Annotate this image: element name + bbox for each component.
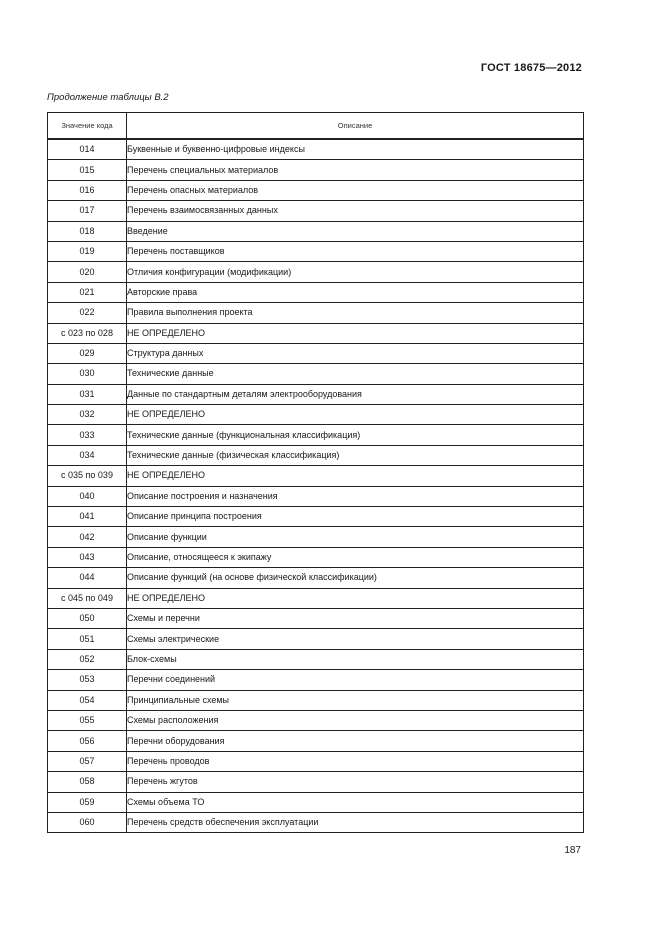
table-row xyxy=(48,608,584,628)
table-row xyxy=(48,160,584,180)
cell-code: 014 xyxy=(48,139,127,160)
table-row xyxy=(48,690,584,710)
table-row xyxy=(48,547,584,567)
cell-code: 017 xyxy=(48,201,127,221)
cell-code: 033 xyxy=(48,425,127,445)
cell-description: Схемы расположения xyxy=(127,710,584,730)
table-row xyxy=(48,568,584,588)
table-row xyxy=(48,710,584,730)
cell-description: Схемы объема ТО xyxy=(127,792,584,812)
table-row xyxy=(48,792,584,812)
cell-code: 055 xyxy=(48,710,127,730)
cell-code: 057 xyxy=(48,751,127,771)
cell-code: 051 xyxy=(48,629,127,649)
cell-code: 018 xyxy=(48,221,127,241)
cell-code: 044 xyxy=(48,568,127,588)
cell-description: Схемы электрические xyxy=(127,629,584,649)
cell-description: НЕ ОПРЕДЕЛЕНО xyxy=(127,323,584,343)
table-row xyxy=(48,384,584,404)
table-row xyxy=(48,527,584,547)
table-row xyxy=(48,445,584,465)
table-row xyxy=(48,282,584,302)
cell-code: 043 xyxy=(48,547,127,567)
table-row xyxy=(48,466,584,486)
table-row xyxy=(48,364,584,384)
cell-description: Отличия конфигурации (модификации) xyxy=(127,262,584,282)
cell-code: 031 xyxy=(48,384,127,404)
table-row xyxy=(48,221,584,241)
cell-code: 021 xyxy=(48,282,127,302)
table-row xyxy=(48,629,584,649)
table-caption: Продолжение таблицы В.2 xyxy=(47,92,169,103)
cell-description: Описание, относящееся к экипажу xyxy=(127,547,584,567)
cell-code: 056 xyxy=(48,731,127,751)
column-header-code: Значение кода xyxy=(48,113,127,140)
cell-description: Перечень взаимосвязанных данных xyxy=(127,201,584,221)
cell-code: 053 xyxy=(48,670,127,690)
table-row xyxy=(48,588,584,608)
cell-description: Авторские права xyxy=(127,282,584,302)
cell-code: 050 xyxy=(48,608,127,628)
cell-code: 059 xyxy=(48,792,127,812)
cell-description: Описание построения и назначения xyxy=(127,486,584,506)
cell-description: Перечень специальных материалов xyxy=(127,160,584,180)
cell-description: Принципиальные схемы xyxy=(127,690,584,710)
cell-description: НЕ ОПРЕДЕЛЕНО xyxy=(127,588,584,608)
table-row xyxy=(48,731,584,751)
page-number: 187 xyxy=(564,845,581,856)
cell-code: 041 xyxy=(48,507,127,527)
table-row xyxy=(48,139,584,160)
cell-code: 042 xyxy=(48,527,127,547)
cell-code: 019 xyxy=(48,241,127,261)
table-row xyxy=(48,812,584,832)
cell-code: 015 xyxy=(48,160,127,180)
cell-description: Описание функций (на основе физической классификации) xyxy=(127,568,584,588)
cell-description: Перечень средств обеспечения эксплуатации xyxy=(127,812,584,832)
cell-code: 058 xyxy=(48,772,127,792)
cell-code: 020 xyxy=(48,262,127,282)
table-body xyxy=(48,139,584,833)
cell-code: с 035 по 039 xyxy=(48,466,127,486)
cell-code: 052 xyxy=(48,649,127,669)
cell-description: Буквенные и буквенно-цифровые индексы xyxy=(127,139,584,160)
cell-code: 016 xyxy=(48,180,127,200)
table-row xyxy=(48,262,584,282)
cell-description: Технические данные (физическая классификация) xyxy=(127,445,584,465)
table-row xyxy=(48,486,584,506)
cell-code: 060 xyxy=(48,812,127,832)
cell-description: Блок-схемы xyxy=(127,649,584,669)
table-row xyxy=(48,405,584,425)
cell-description: Перечень проводов xyxy=(127,751,584,771)
cell-code: 034 xyxy=(48,445,127,465)
cell-description: Описание принципа построения xyxy=(127,507,584,527)
column-header-description: Описание xyxy=(127,113,584,140)
cell-description: Введение xyxy=(127,221,584,241)
cell-description: НЕ ОПРЕДЕЛЕНО xyxy=(127,405,584,425)
table-row xyxy=(48,751,584,771)
cell-description: Технические данные xyxy=(127,364,584,384)
table-row xyxy=(48,180,584,200)
table-row xyxy=(48,425,584,445)
cell-description: Описание функции xyxy=(127,527,584,547)
cell-code: с 045 по 049 xyxy=(48,588,127,608)
code-table xyxy=(47,112,584,833)
cell-description: Перечни оборудования xyxy=(127,731,584,751)
cell-description: Перечень опасных материалов xyxy=(127,180,584,200)
cell-description: Перечни соединений xyxy=(127,670,584,690)
table-row xyxy=(48,303,584,323)
cell-code: 030 xyxy=(48,364,127,384)
table-row xyxy=(48,507,584,527)
cell-description: Структура данных xyxy=(127,343,584,363)
cell-code: 022 xyxy=(48,303,127,323)
table-row xyxy=(48,772,584,792)
table-row xyxy=(48,241,584,261)
document-code: ГОСТ 18675—2012 xyxy=(480,62,582,74)
cell-description: Схемы и перечни xyxy=(127,608,584,628)
cell-description: Правила выполнения проекта xyxy=(127,303,584,323)
table-header-row xyxy=(48,113,584,140)
cell-description: Перечень жгутов xyxy=(127,772,584,792)
table-row xyxy=(48,323,584,343)
cell-code: 040 xyxy=(48,486,127,506)
cell-code: с 023 по 028 xyxy=(48,323,127,343)
cell-description: Данные по стандартным деталям электрооборудования xyxy=(127,384,584,404)
cell-description: Перечень поставщиков xyxy=(127,241,584,261)
cell-description: НЕ ОПРЕДЕЛЕНО xyxy=(127,466,584,486)
cell-code: 054 xyxy=(48,690,127,710)
table-row xyxy=(48,343,584,363)
cell-code: 029 xyxy=(48,343,127,363)
cell-description: Технические данные (функциональная классификация) xyxy=(127,425,584,445)
table-row xyxy=(48,649,584,669)
table-row xyxy=(48,670,584,690)
cell-code: 032 xyxy=(48,405,127,425)
table-row xyxy=(48,201,584,221)
